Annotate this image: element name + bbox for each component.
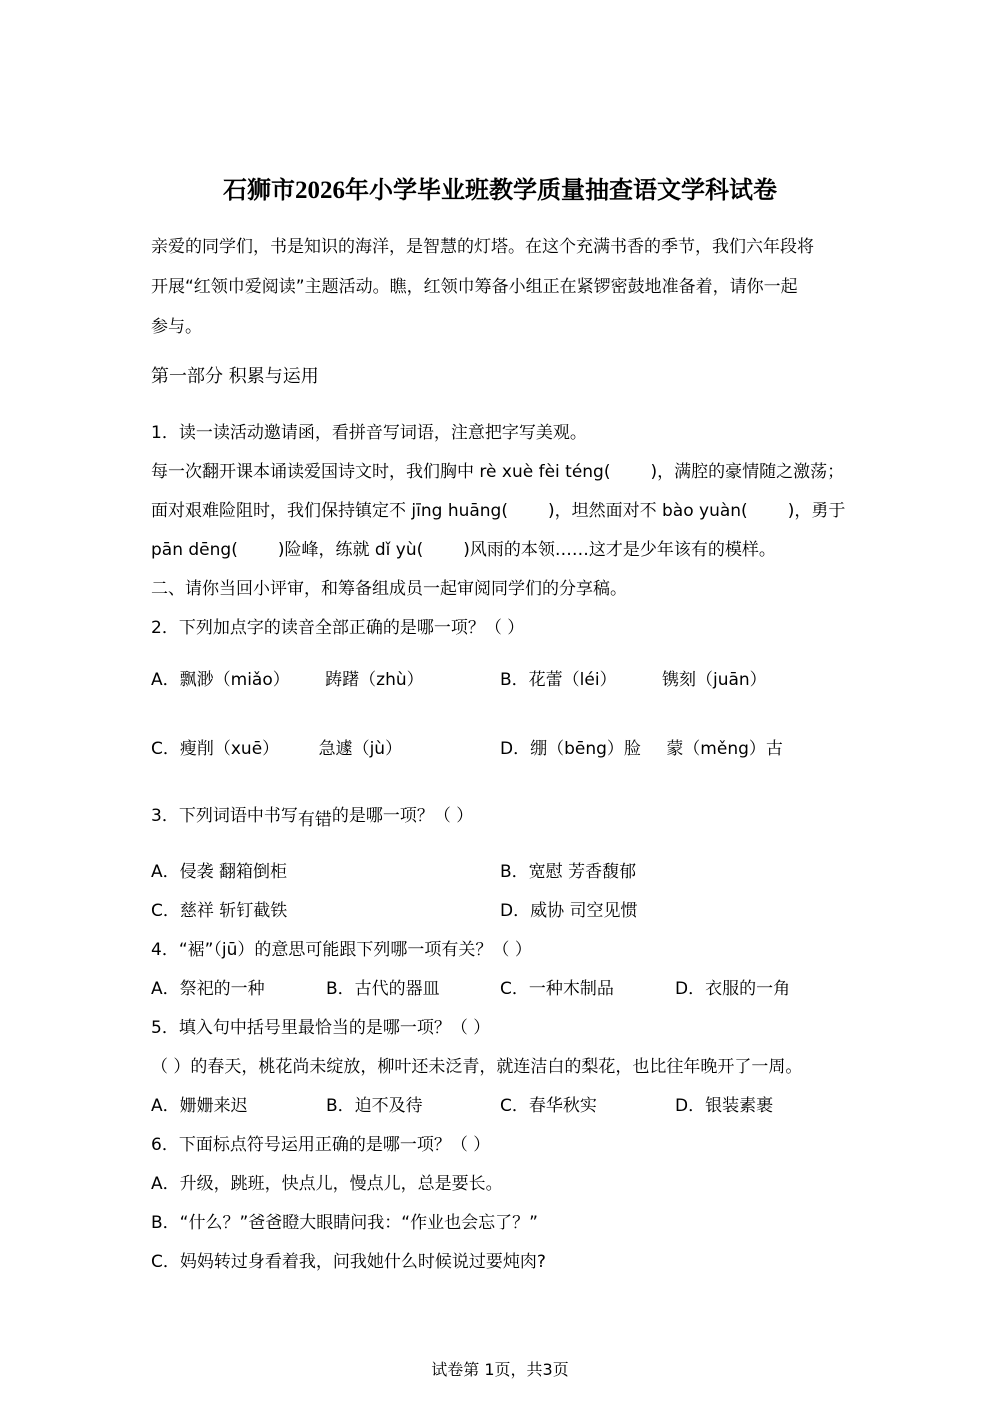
q6-option-b[interactable]: B．“什么？”爸爸瞪大眼睛问我：“作业也会忘了？” (151, 1213, 538, 1233)
q3-stem-post: 的是哪一项？（ ） (331, 806, 474, 826)
q2-option-b-part2: 镌刻（juān） (661, 670, 767, 690)
q1-text-3b: )险峰，练就 dǐ yù( (277, 540, 424, 560)
q1-text-2a: 面对艰难险阻时，我们保持镇定不 jīng huāng( (151, 501, 508, 521)
q4-option-a[interactable]: A．祭祀的一种 (151, 979, 265, 999)
q3-option-c[interactable]: C．慈祥 斩钉截铁 (151, 901, 288, 921)
q2-option-b[interactable] (500, 665, 767, 690)
q4-option-b[interactable]: B．古代的器皿 (326, 979, 440, 999)
part-two-heading: 二、请你当回小评审，和筹备组成员一起审阅同学们的分享稿。 (151, 579, 627, 599)
intro-line-3: 参与。 (151, 317, 202, 337)
q1-text-2b: )，坦然面对不 bào yuàn( (547, 501, 748, 521)
q3-option-b[interactable]: B．宽慰 芳香馥郁 (500, 862, 637, 882)
q1-text-3c: )风雨的本领……这才是少年该有的模样。 (463, 540, 776, 560)
q2-option-c-part2: 急遽（jù） (318, 739, 403, 759)
page-footer: 试卷第 1页，共3页 (431, 1360, 569, 1379)
q2-option-d-part2: 蒙（měng）古 (666, 739, 783, 759)
q3-stem-mark: 有错 (297, 810, 332, 830)
q5-option-a[interactable]: A．姗姗来迟 (151, 1096, 248, 1116)
q2-option-c-part1: C．瘦削（xuē） (151, 739, 280, 759)
q5-option-c[interactable]: C．春华秋实 (500, 1096, 597, 1116)
q1-text-3a: pān dēng( (151, 540, 238, 560)
intro-line-1: 亲爱的同学们，书是知识的海洋，是智慧的灯塔。在这个充满书香的季节，我们六年段将 (151, 237, 814, 257)
q5-option-d[interactable]: D．银装素裹 (675, 1096, 774, 1116)
title-suffix: 年小学毕业班教学质量抽查语文学科试卷 (345, 176, 777, 204)
title-prefix: 石狮市 (223, 176, 295, 204)
q5-option-b[interactable]: B．迫不及待 (326, 1096, 423, 1116)
q1-line-1 (151, 457, 844, 482)
q1-line-3 (151, 535, 776, 560)
q4-stem: 4．“裾”（jū）的意思可能跟下列哪一项有关？（ ） (151, 940, 532, 960)
q3-stem (151, 801, 474, 830)
q2-option-a-part2: 踌躇（zhù） (325, 670, 424, 690)
q1-text-1b: )，满腔的豪情随之激荡； (650, 462, 845, 482)
title-year: 2026 (295, 177, 345, 204)
q5-stem: 5．填入句中括号里最恰当的是哪一项？（ ） (151, 1018, 491, 1038)
q2-option-c[interactable] (151, 734, 402, 759)
q6-option-c[interactable]: C．妈妈转过身看着我，问我她什么时候说过要炖肉? (151, 1252, 546, 1272)
q1-text-1a: 每一次翻开课本诵读爱国诗文时，我们胸中 rè xuè fèi téng( (151, 462, 611, 482)
q2-option-d[interactable] (500, 734, 783, 759)
q1-text-2c: )，勇于 (787, 501, 846, 521)
q6-stem: 6．下面标点符号运用正确的是哪一项？（ ） (151, 1135, 491, 1155)
q2-option-d-part1: D．绷（bēng）脸 (500, 739, 641, 759)
intro-line-2: 开展“红领巾爱阅读”主题活动。瞧，红领巾筹备小组正在紧锣密鼓地准备着，请你一起 (151, 277, 798, 297)
q2-stem: 2．下列加点字的读音全部正确的是哪一项？（ ） (151, 618, 525, 638)
q2-option-a[interactable] (151, 665, 424, 690)
q3-option-d[interactable]: D．威协 司空见惯 (500, 901, 638, 921)
q2-option-b-part1: B．花蕾（léi） (500, 670, 617, 690)
q2-option-a-part1: A．飘渺（miǎo） (151, 670, 290, 690)
q4-option-d[interactable]: D．衣服的一角 (675, 979, 791, 999)
q3-option-a[interactable]: A．侵袭 翻箱倒柜 (151, 862, 288, 882)
q6-option-a[interactable]: A．升级，跳班，快点儿，慢点儿，总是要长。 (151, 1174, 503, 1194)
exam-title (0, 170, 1000, 205)
q1-line-2 (151, 496, 845, 521)
q4-option-c[interactable]: C．一种木制品 (500, 979, 614, 999)
q1-stem: 1．读一读活动邀请函，看拼音写词语，注意把字写美观。 (151, 423, 587, 443)
q3-stem-pre: 3．下列词语中书写 (151, 806, 298, 826)
section-heading: 第一部分 积累与运用 (151, 366, 319, 387)
q5-sentence: （ ）的春天，桃花尚未绽放，柳叶还未泛青，就连洁白的梨花，也比往年晚开了一周。 (151, 1057, 803, 1077)
